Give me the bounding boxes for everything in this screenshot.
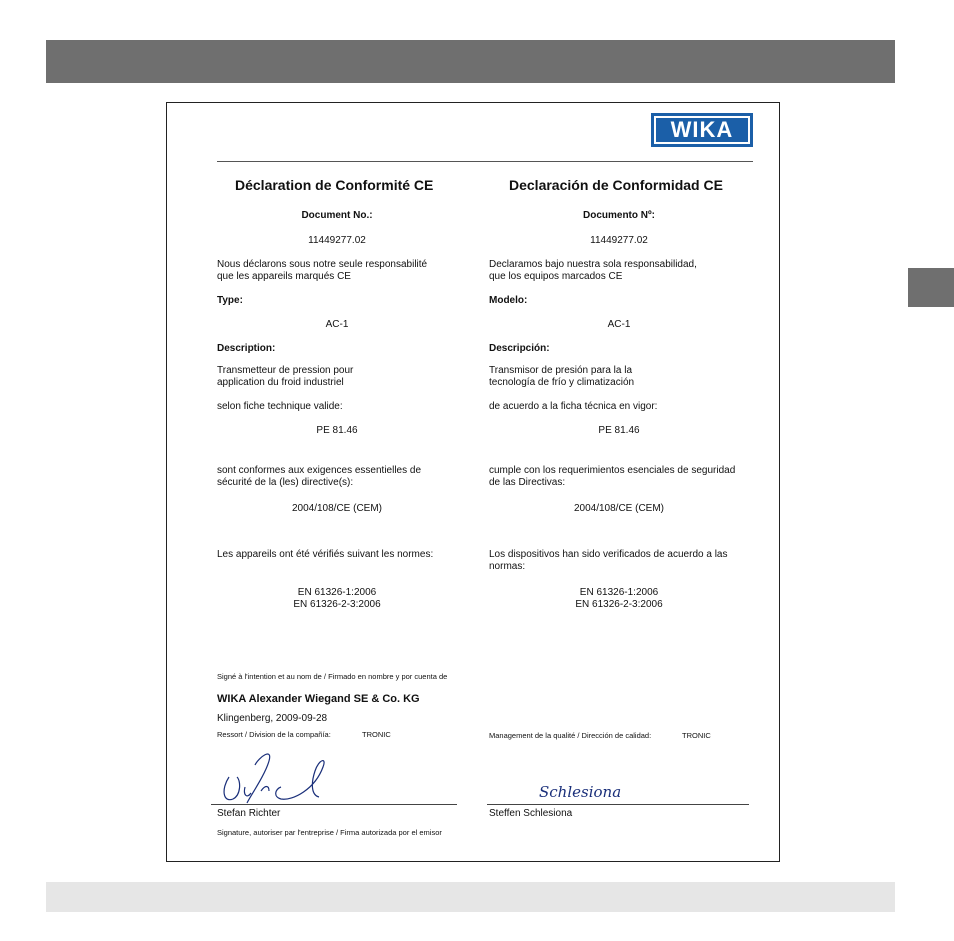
fr-directive: 2004/108/CE (CEM)	[291, 503, 383, 514]
left-dept-label: Ressort / Division de la compañía:	[217, 730, 331, 739]
signed-label: Signé à l'intention et au nom de / Firmado en nombre y por cuenta de	[217, 672, 448, 681]
fr-datasheet-value: PE 81.46	[316, 425, 358, 436]
right-dept-label: Management de la qualité / Dirección de calidad:	[489, 731, 652, 740]
es-datasheet-label: de acuerdo a la ficha técnica en vigor:	[489, 401, 658, 412]
signer-left: Stefan Richter	[217, 808, 281, 819]
right-signature-line	[487, 804, 749, 805]
left-signature-line	[211, 804, 457, 805]
right-dept-value: TRONIC	[682, 731, 711, 740]
es-intro: Declaramos bajo nuestra sola responsabilidad, que los equipos marcados CE	[489, 259, 697, 282]
es-type-value: AC-1	[607, 319, 631, 330]
fr-desc-value: Transmetteur de pression pour application du froid industriel	[217, 365, 354, 388]
es-doc-no-label: Documento Nº:	[583, 210, 655, 221]
es-directive: 2004/108/CE (CEM)	[573, 503, 665, 514]
right-signature	[537, 779, 637, 805]
es-type-label: Modelo:	[489, 295, 528, 306]
place-date: Klingenberg, 2009-09-28	[217, 713, 328, 724]
header-divider	[217, 161, 753, 162]
fr-conform-text: sont conformes aux exigences essentielles de sécurité de la (les) directive(s):	[217, 465, 422, 488]
es-doc-no: 11449277.02	[590, 235, 648, 246]
fr-norms: EN 61326-1:2006 EN 61326-2-3:2006	[293, 587, 381, 610]
es-norms-text: Los dispositivos han sido verificados de acuerdo a las normas:	[489, 549, 728, 572]
left-dept-value: TRONIC	[362, 730, 391, 739]
es-title: Declaración de Conformidad CE	[509, 177, 723, 193]
fr-type-value: AC-1	[325, 319, 349, 330]
left-signature	[211, 737, 351, 807]
declaration-document	[166, 102, 780, 862]
wika-logo	[651, 113, 753, 147]
signature-caption: Signature, autoriser par l'entreprise / Firma autorizada por el emisor	[217, 828, 442, 837]
es-datasheet-value: PE 81.46	[598, 425, 640, 436]
bottom-footer-bar	[46, 882, 895, 912]
fr-desc-label: Description:	[217, 343, 276, 354]
fr-type-label: Type:	[217, 295, 243, 306]
logo-text: WIKA	[656, 118, 748, 142]
fr-datasheet-label: selon fiche technique valide:	[217, 401, 343, 412]
signer-right: Steffen Schlesiona	[489, 808, 573, 819]
fr-doc-no-label: Document No.:	[301, 210, 373, 221]
top-header-bar	[46, 40, 895, 83]
right-signature-text: Schlesiona	[539, 783, 622, 801]
es-desc-value: Transmisor de presión para la la tecnología de frío y climatización	[489, 365, 635, 388]
side-chapter-tab	[908, 268, 954, 307]
es-conform-text: cumple con los requerimientos esenciales de seguridad de las Directivas:	[489, 465, 736, 488]
fr-title: Déclaration de Conformité CE	[235, 177, 434, 193]
fr-norms-text: Les appareils ont été vérifiés suivant les normes:	[217, 549, 434, 560]
fr-doc-no: 11449277.02	[308, 235, 366, 246]
es-norms: EN 61326-1:2006 EN 61326-2-3:2006	[575, 587, 663, 610]
es-desc-label: Descripción:	[489, 343, 550, 354]
company-name: WIKA Alexander Wiegand SE & Co. KG	[217, 693, 420, 705]
fr-intro: Nous déclarons sous notre seule responsabilité que les appareils marqués CE	[217, 259, 428, 282]
